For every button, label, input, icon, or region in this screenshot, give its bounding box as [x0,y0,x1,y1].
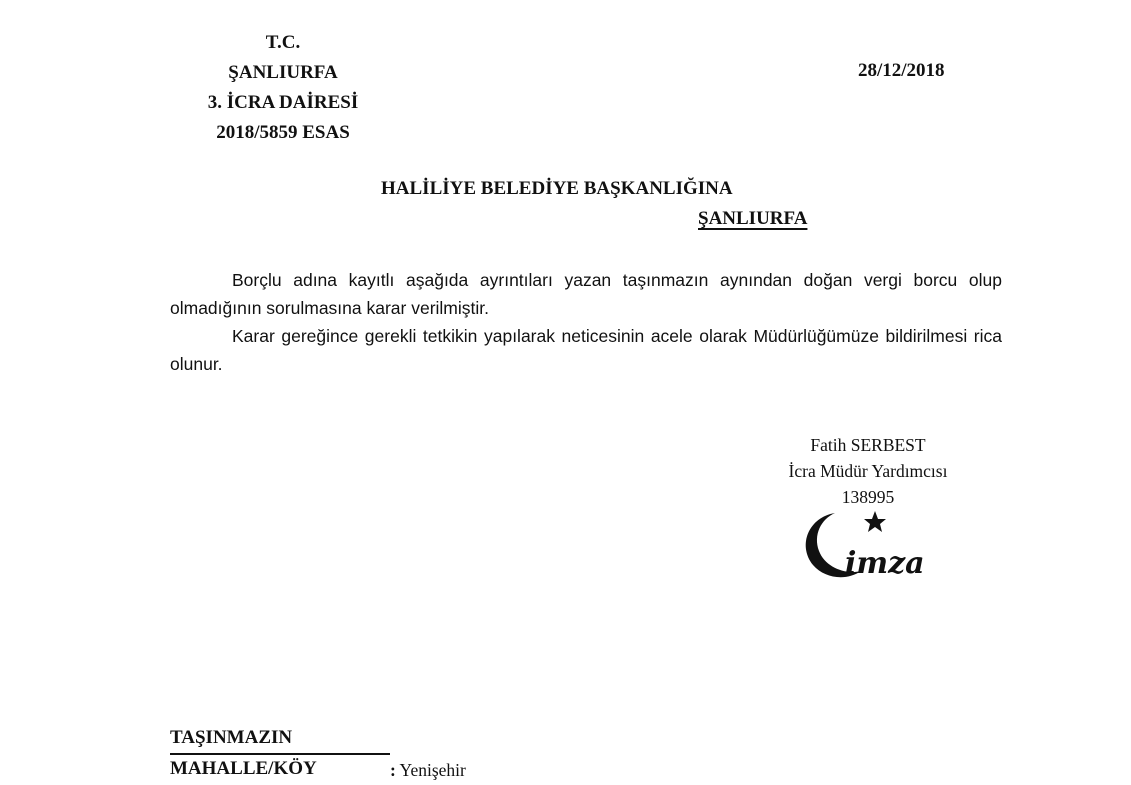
addressee-city: ŞANLIURFA [698,208,808,229]
star-icon [864,511,886,532]
heading-underline [170,753,390,755]
property-field-value-text: Yenişehir [395,760,466,780]
body-text [170,266,1002,378]
property-heading: TAŞINMAZIN [170,727,293,748]
property-field-value: : Yenişehir [390,760,466,780]
signer-id: 138995 [841,487,895,507]
document-date: 28/12/2018 [858,60,945,81]
header-office: 3. İCRA DAİRESİ [207,92,359,113]
body-paragraph-1: Borçlu adına kayıtlı aşağıda ayrıntıları yazan taşınmazın aynından doğan vergi borcu olup olmadığının sorulmasına karar verilmiştir. [170,270,1002,318]
addressee-institution: HALİLİYE BELEDİYE BAŞKANLIĞINA [381,178,733,199]
property-field-label: MAHALLE/KÖY [170,758,317,779]
signer-title: İcra Müdür Yardımcısı [788,461,948,481]
stamp-text: imza [845,546,925,581]
body-paragraph-2: Karar gereğince gerekli tetkikin yapılarak neticesinin acele olarak Müdürlüğümüze bildirilmesi rica olunur. [170,326,1002,374]
signer-name: Fatih SERBEST [810,435,926,455]
e-signature-stamp [795,505,945,585]
header-tc: T.C. [265,32,301,53]
header-file-number: 2018/5859 ESAS [216,122,350,143]
header-city: ŞANLIURFA [228,62,338,83]
